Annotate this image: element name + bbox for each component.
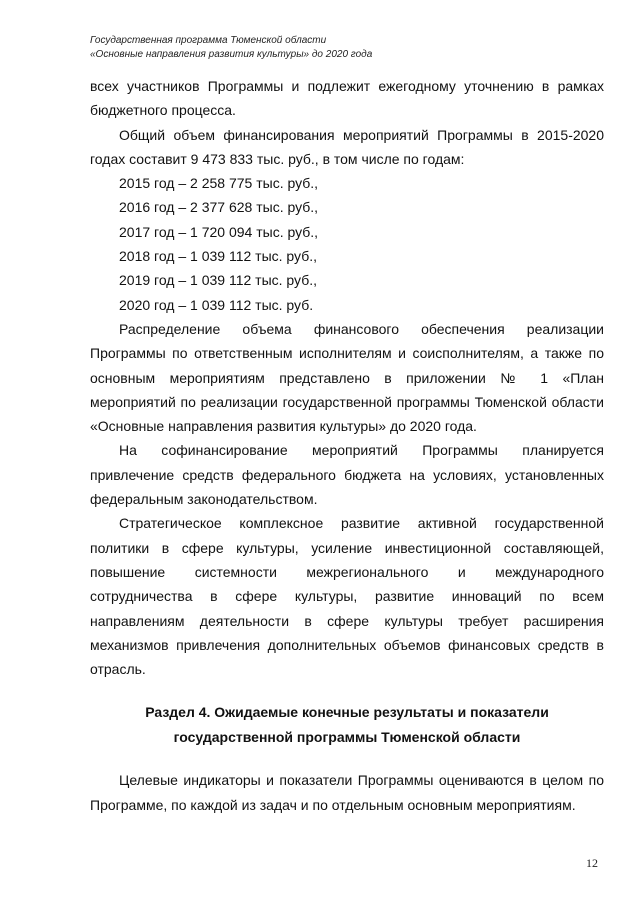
paragraph-total-funding: Общий объем финансирования мероприятий Программы в 2015-2020 годах составит 9 473 833 тыс. руб., в том числе по годам: [90,126,604,167]
paragraph-distribution: Распределение объема финансового обеспечения реализации Программы по ответственным исполнителям и соисполнителям, а также по основным мероприятиям представлено в приложении № 1 «План мероприятий по реализации государственной программы Тюменской области «Основные направления развития культуры» до 2020 года. [90,320,604,435]
funding-year-item: 2019 год – 1 039 112 тыс. руб., [119,272,318,289]
section-heading-line-1: Раздел 4. Ожидаемые конечные результаты и показатели [145,704,549,721]
funding-year-item: 2016 год – 2 377 628 тыс. руб., [119,199,319,216]
paragraph-continuation: всех участников Программы и подлежит ежегодному уточнению в рамках бюджетного процесса. [90,78,604,119]
funding-year-item: 2020 год – 1 039 112 тыс. руб. [119,296,314,313]
paragraph-strategy: Стратегическое комплексное развитие активной государственной политики в сфере культуры, усиление инвестиционной составляющей, повышение системности межрегионального и международного сотрудничества в сфере культуры, развитие инноваций по всем направлениям деятельности в сфере культуры требует расширения механизмов привлечения дополнительных объемов финансовых средств в отрасль. [90,515,604,678]
paragraph-cofinancing: На софинансирование мероприятий Программы планируется привлечение средств федерального бюджета на условиях, установленных федеральным законодательством. [90,442,604,508]
section-heading-line-2: государственной программы Тюменской области [173,729,521,746]
running-header-line-1: Государственная программа Тюменской области [90,35,327,46]
funding-by-year-list [90,171,604,317]
paragraph-indicators: Целевые индикаторы и показатели Программы оцениваются в целом по Программе, по каждой из задач и по отдельным основным мероприятиям. [90,772,604,813]
running-header-line-2: «Основные направления развития культуры» до 2020 года [90,49,373,60]
section-heading [90,700,604,750]
page-number: 12 [586,856,598,870]
funding-year-item: 2018 год – 1 039 112 тыс. руб., [119,248,318,265]
funding-year-item: 2017 год – 1 720 094 тыс. руб., [119,223,319,240]
running-header [90,34,372,62]
funding-year-item: 2015 год – 2 258 775 тыс. руб., [119,175,319,192]
document-body [90,74,604,817]
